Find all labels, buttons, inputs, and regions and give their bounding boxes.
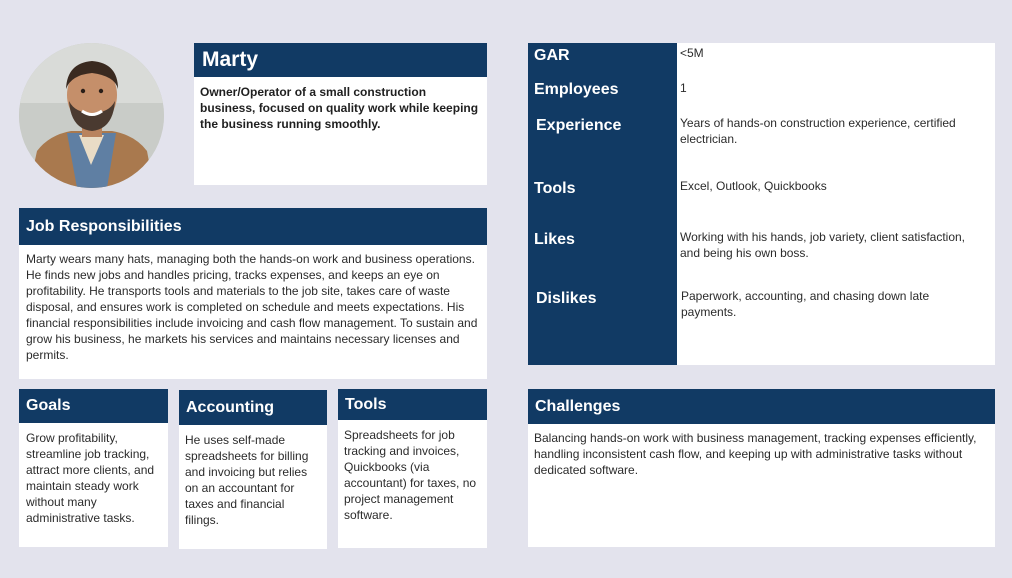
job-responsibilities-text: Marty wears many hats, managing both the hands-on work and business operations. He finds new jobs and handles pricing, tracks expenses, and keeps an eye on profitability. He transports tools and materials to the job site, takes care of waste disposal, and ensures work is completed on schedule and meets expectations. His financial responsibilities include invoicing and cash flow management. To sustain and grow his business, he markets his services and maintains necessary licenses and permits. xyxy=(19,245,487,379)
tools-label: Tools xyxy=(534,180,576,197)
persona-name: Marty xyxy=(194,43,487,77)
dislikes-label: Dislikes xyxy=(536,290,597,307)
tools-value: Excel, Outlook, Quickbooks xyxy=(680,179,827,193)
goals-text: Grow profitability, streamline job tracking, attract more clients, and maintain steady work without many administrative tasks. xyxy=(19,423,168,547)
experience-label: Experience xyxy=(536,117,622,134)
persona-info-table xyxy=(528,43,995,365)
gar-value: <5M xyxy=(680,46,704,60)
persona-summary: Owner/Operator of a small construction business, focused on quality work while keeping the business running smoothly. xyxy=(200,85,479,131)
challenges-title: Challenges xyxy=(528,389,995,424)
likes-value: Working with his hands, job variety, client satisfaction, and being his own boss. xyxy=(680,230,966,260)
likes-label: Likes xyxy=(534,231,575,248)
gar-label: GAR xyxy=(534,47,570,64)
employees-value: 1 xyxy=(680,81,687,95)
tools-card-text: Spreadsheets for job tracking and invoices, Quickbooks (via accountant) for taxes, no project management software. xyxy=(338,420,487,548)
person-photo-icon xyxy=(19,43,164,188)
accounting-text: He uses self-made spreadsheets for billing and invoicing but relies on an accountant for taxes and financial filings. xyxy=(179,425,327,549)
persona-summary-card xyxy=(194,77,487,185)
challenges-text: Balancing hands-on work with business management, tracking expenses efficiently, handling inconsistent cash flow, and keeping up with administrative tasks without dedicated software. xyxy=(528,424,995,547)
persona-avatar xyxy=(19,43,164,188)
experience-value: Years of hands-on construction experience, certified electrician. xyxy=(680,116,956,146)
job-responsibilities-title: Job Responsibilities xyxy=(19,208,487,245)
dislikes-value: Paperwork, accounting, and chasing down late payments. xyxy=(681,289,930,319)
accounting-title: Accounting xyxy=(179,390,327,425)
tools-card-title: Tools xyxy=(338,389,487,420)
goals-title: Goals xyxy=(19,389,168,423)
employees-label: Employees xyxy=(534,81,619,98)
